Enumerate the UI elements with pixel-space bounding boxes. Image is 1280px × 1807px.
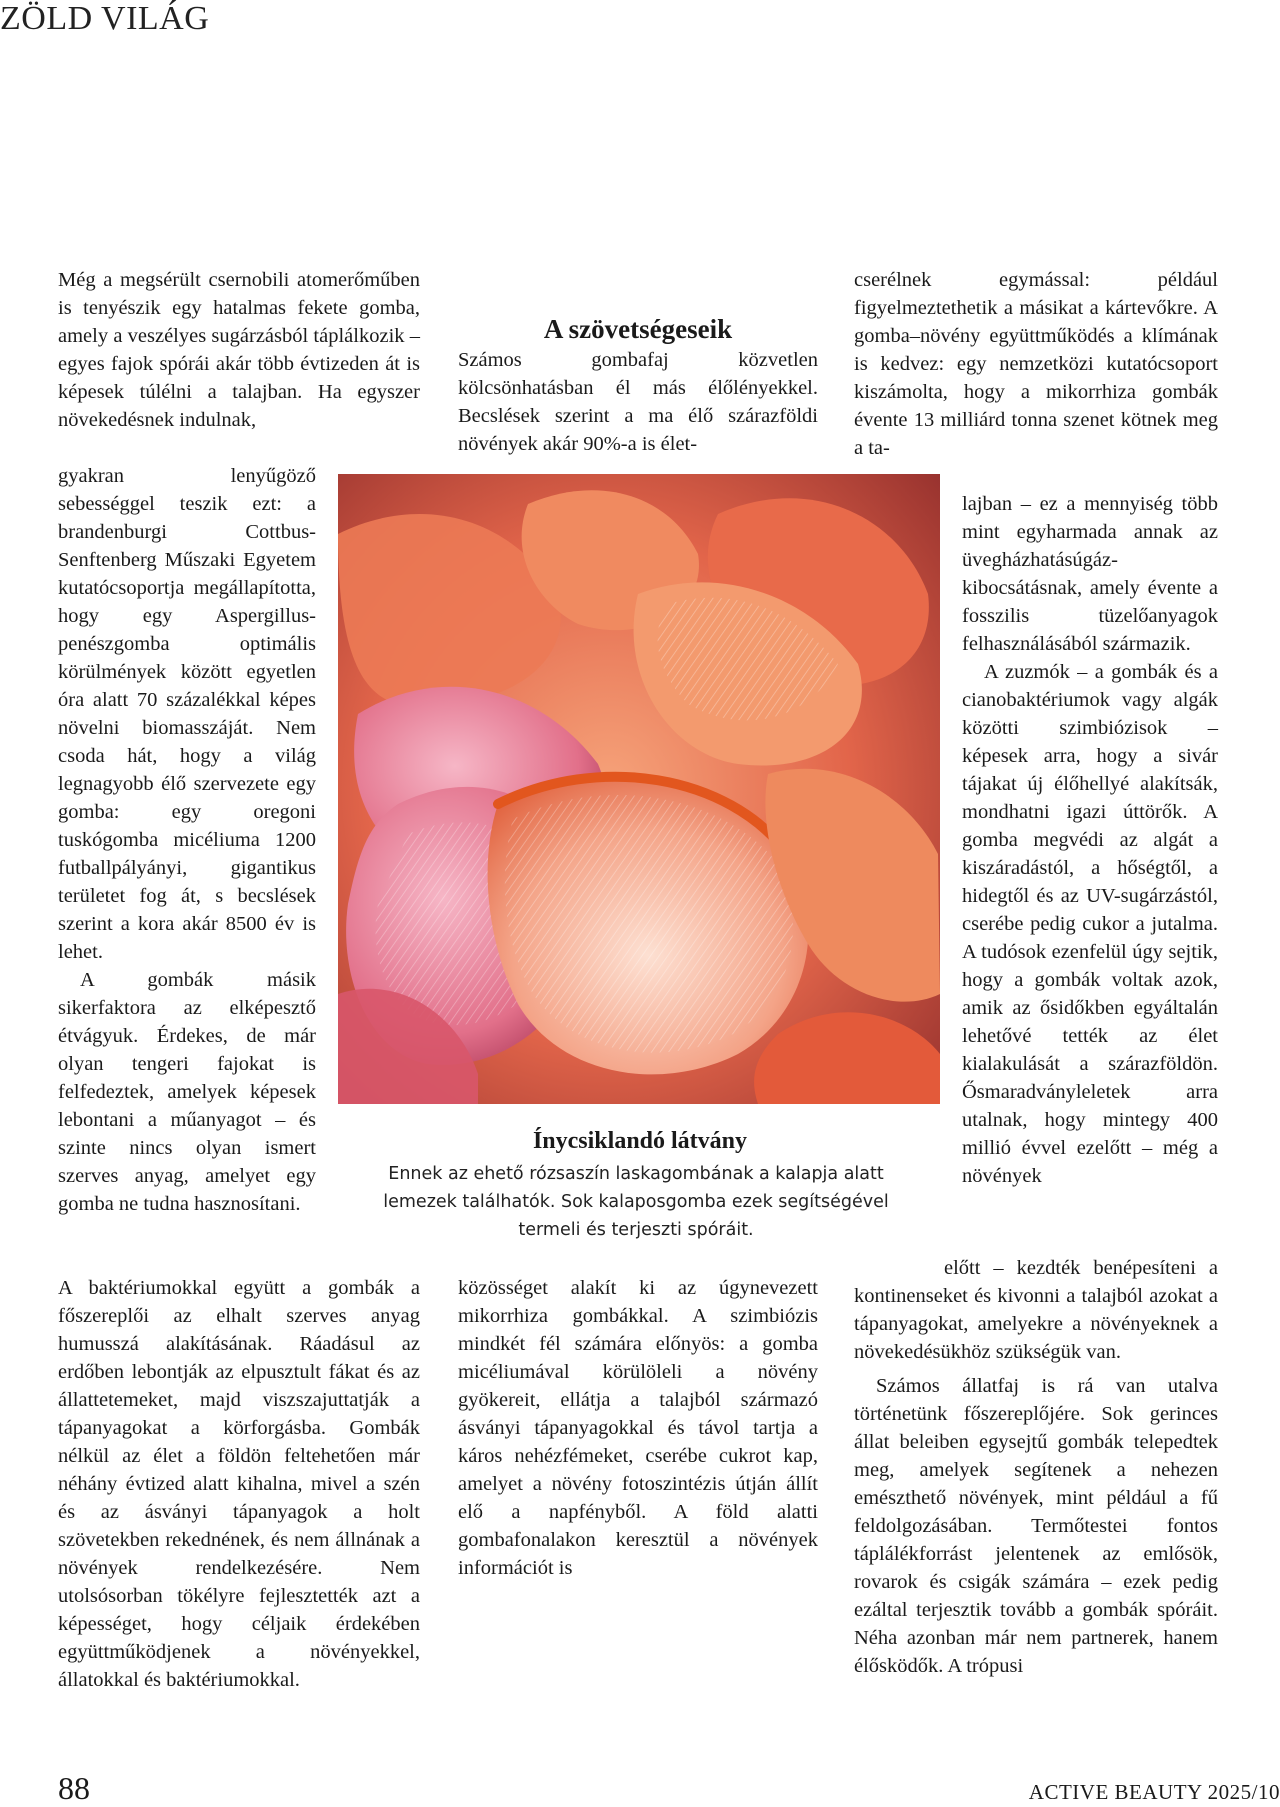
- paragraph: előtt – kezdték benépesíteni a kontinenseket és kivonni a talajból azokat a tápanyagokat, amelyekre a növényeknek a növekedésükhöz szükségük van.: [854, 1257, 1218, 1363]
- col1-narrow: [58, 462, 316, 1218]
- col2-top: [458, 346, 818, 458]
- caption-title: Ínycsiklandó látvány: [532, 1128, 748, 1154]
- col2-bottom: [458, 1274, 818, 1582]
- col1-bottom: [58, 1274, 420, 1694]
- col1-top: [58, 266, 420, 434]
- mushroom-photo: [338, 474, 940, 1104]
- col3-narrow: [962, 490, 1218, 1190]
- paragraph: gyakran lenyűgöző sebességgel teszik ezt: a brandenburgi Cottbus-Senftenberg Műszaki Egyetem kutatócsoportja megállapította, hogy egy Aspergillus-penészgomba optimális körülmények között egyetlen óra alatt 70 százalékkal képes növelni biomasszáját. Nem csoda hát, hogy a világ legnagyobb élő szervezete egy gomba: egy oregoni tuskógomba micéliuma 1200 futballpályányi, gigantikus területet fog át, s becslések szerint a kora akár 8500 év is lehet.: [58, 465, 316, 963]
- section-title: ZÖLD VILÁG: [0, 0, 210, 37]
- magazine-footer: ACTIVE BEAUTY 2025/10: [1028, 1780, 1280, 1804]
- page-number: 88: [58, 1770, 90, 1806]
- paragraph: lajban – ez a mennyiség több mint egyharmada annak az üvegházhatásúgáz-kibocsátásnak, amely évente a fosszilis tüzelőanyagok felhasználásából származik.: [962, 493, 1218, 655]
- paragraph: Számos állatfaj is rá van utalva történetünk főszereplőjére. Sok gerinces állat beleiben egysejtű gombák telepedtek meg, amelyek segítenek a nehezen emészthető növények, mint például a fű feldolgozásában. Termőtestei fontos táplálékforrást jelentenek az emlősök, rovarok és csigák számára – ezek pedig ezáltal terjesztik tovább a gombák spóráit. Néha azonban már nem partnerek, hanem élősködők. A trópusi: [854, 1375, 1218, 1677]
- paragraph: A baktériumokkal együtt a gombák a főszereplői az elhalt szerves anyag humusszá alakításának. Ráadásul az erdőben lebontják az elpusztult fákat és az állattetemeket, majd viszszajuttatják a tápanyagokat a körforgásba. Gombák nélkül az élet a földön feltehetően már néhány évtized alatt kihalna, mivel a szén és az ásványi tápanyagok a holt szövetekben rekednének, és nem állnának a növények rendelkezésére. Nem utolsósorban tökélyre fejlesztették azt a képességet, hogy céljaik érdekében együttműködjenek a növényekkel, állatokkal és baktériumokkal.: [58, 1277, 420, 1691]
- col3-bottom: [854, 1254, 1218, 1680]
- paragraph: cserélnek egymással: például figyelmeztethetik a másikat a kártevőkre. A gomba–növény együttműködés a klímának is kedvez: egy nemzetközi kutatócsoport kiszámolta, hogy a mikorrhiza gombák évente 13 milliárd tonna szenet kötnek meg a ta-: [854, 269, 1218, 459]
- paragraph: Még a megsérült csernobili atomerőműben is tenyészik egy hatalmas fekete gomba, amely a veszélyes sugárzásból táplálkozik – egyes fajok spórái akár több évtizeden át is képesek túlélni a talajban. Ha egyszer növekedésnek indulnak,: [58, 269, 420, 431]
- pink-oyster-mushroom-image: [338, 474, 940, 1104]
- paragraph: Számos gombafaj közvetlen kölcsönhatásban él más élőlényekkel. Becslések szerint a ma élő szárazföldi növények akár 90%-a is élet-: [458, 349, 818, 455]
- paragraph: A zuzmók – a gombák és a cianobaktériumok vagy algák közötti szimbiózisok – képesek arra, hogy a sivár tájakat új élőhellyé alakítsák, mondhatni igazi úttörők. A gomba megvédi az algát a kiszáradástól, a hőségtől, a hidegtől és az UV-sugárzástól, cserébe pedig cukor a jutalma. A tudósok ezenfelül úgy sejtik, hogy a gombák voltak azok, amik az ősidőkben egyáltalán lehetővé tették az élet kialakulását a szárazföldön. Ősmaradványleletek arra utalnak, hogy mintegy 400 millió évvel ezelőtt – még a növények: [962, 661, 1218, 1187]
- paragraph: közösséget alakít ki az úgynevezett mikorrhiza gombákkal. A szimbiózis mindkét fél számára előnyös: a gomba micéliumával körülöleli a növény gyökereit, ellátja a talajból származó ásványi tápanyagokkal és távol tartja a káros nehézfémeket, cserébe cukrot kap, amelyet a növény fotoszintézis útján állít elő a napfényből. A föld alatti gombafonalakon keresztül a növények információt is: [458, 1277, 818, 1579]
- paragraph: A gombák másik sikerfaktora az elképesztő étvágyuk. Érdekes, de már olyan tengeri fajokat is felfedeztek, amelyek képesek lebontani a műanyagot – és szinte nincs olyan ismert szerves anyag, amelyet egy gomba ne tudna hasznosítani.: [58, 969, 316, 1215]
- col3-top: [854, 266, 1218, 462]
- box-title: A szövetségeseik: [543, 314, 733, 344]
- caption-text: Ennek az ehető rózsaszín laskagombának a kalapja alatt lemezek találhatók. Sok kalaposgomba ezek segítségével termeli és terjeszti spóráit.: [383, 1164, 889, 1240]
